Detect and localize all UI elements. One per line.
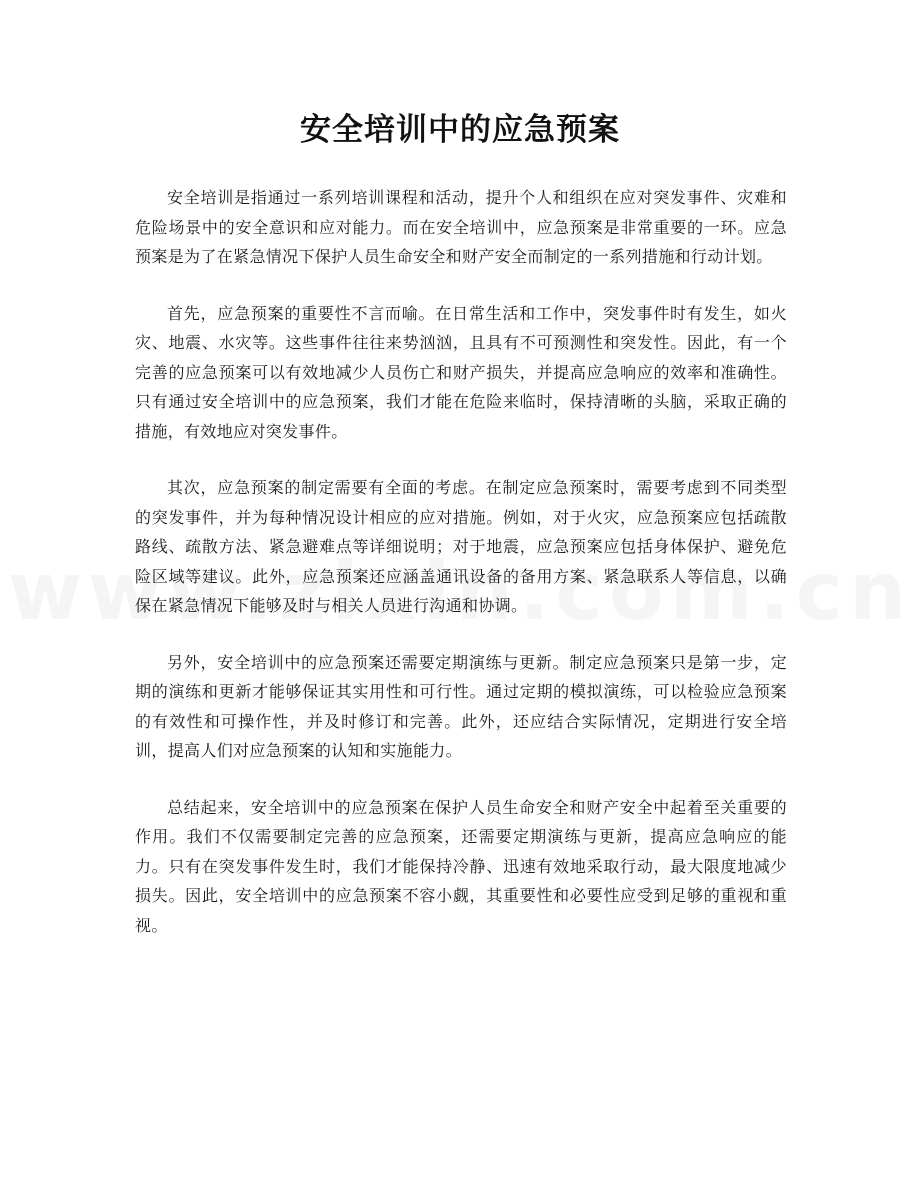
document-title: 安全培训中的应急预案 — [300, 112, 620, 148]
paragraph-drills: 另外，安全培训中的应急预案还需要定期演练与更新。制定应急预案只是第一步，定期的演练和更新才能够保证其实用性和可行性。通过定期的模拟演练，可以检验应急预案的有效性和可操作性，并及时修订和完善。此外，还应结合实际情况，定期进行安全培训，提高人们对应急预案的认知和实施能力。 — [135, 652, 787, 760]
paragraph-planning: 其次，应急预案的制定需要有全面的考虑。在制定应急预案时，需要考虑到不同类型的突发事件，并为每种情况设计相应的应对措施。例如，对于火灾，应急预案应包括疏散路线、疏散方法、紧急避难点等详细说明；对于地震，应急预案应包括身体保护、避免危险区域等建议。此外，应急预案还应涵盖通讯设备的备用方案、紧急联系人等信息，以确保在紧急情况下能够及时与相关人员进行沟通和协调。 — [135, 478, 787, 615]
paragraph-importance: 首先，应急预案的重要性不言而喻。在日常生活和工作中，突发事件时有发生，如火灾、地震、水灾等。这些事件往往来势汹汹，且具有不可预测性和突发性。因此，有一个完善的应急预案可以有效地减少人员伤亡和财产损失，并提高应急响应的效率和准确性。只有通过安全培训中的应急预案，我们才能在危险来临时，保持清晰的头脑，采取正确的措施，有效地应对突发事件。 — [135, 303, 787, 441]
paragraph-conclusion: 总结起来，安全培训中的应急预案在保护人员生命安全和财产安全中起着至关重要的作用。我们不仅需要制定完善的应急预案，还需要定期演练与更新，提高应急响应的能力。只有在突发事件发生时，我们才能保持冷静、迅速有效地采取行动，最大限度地减少损失。因此，安全培训中的应急预案不容小觑，其重要性和必要性应受到足够的重视和重视。 — [135, 797, 787, 935]
document-body — [135, 183, 787, 967]
paragraph-intro: 安全培训是指通过一系列培训课程和活动，提升个人和组织在应对突发事件、灾难和危险场景中的安全意识和应对能力。而在安全培训中，应急预案是非常重要的一环。应急预案是为了在紧急情况下保护人员生命安全和财产安全而制定的一系列措施和行动计划。 — [135, 188, 787, 266]
